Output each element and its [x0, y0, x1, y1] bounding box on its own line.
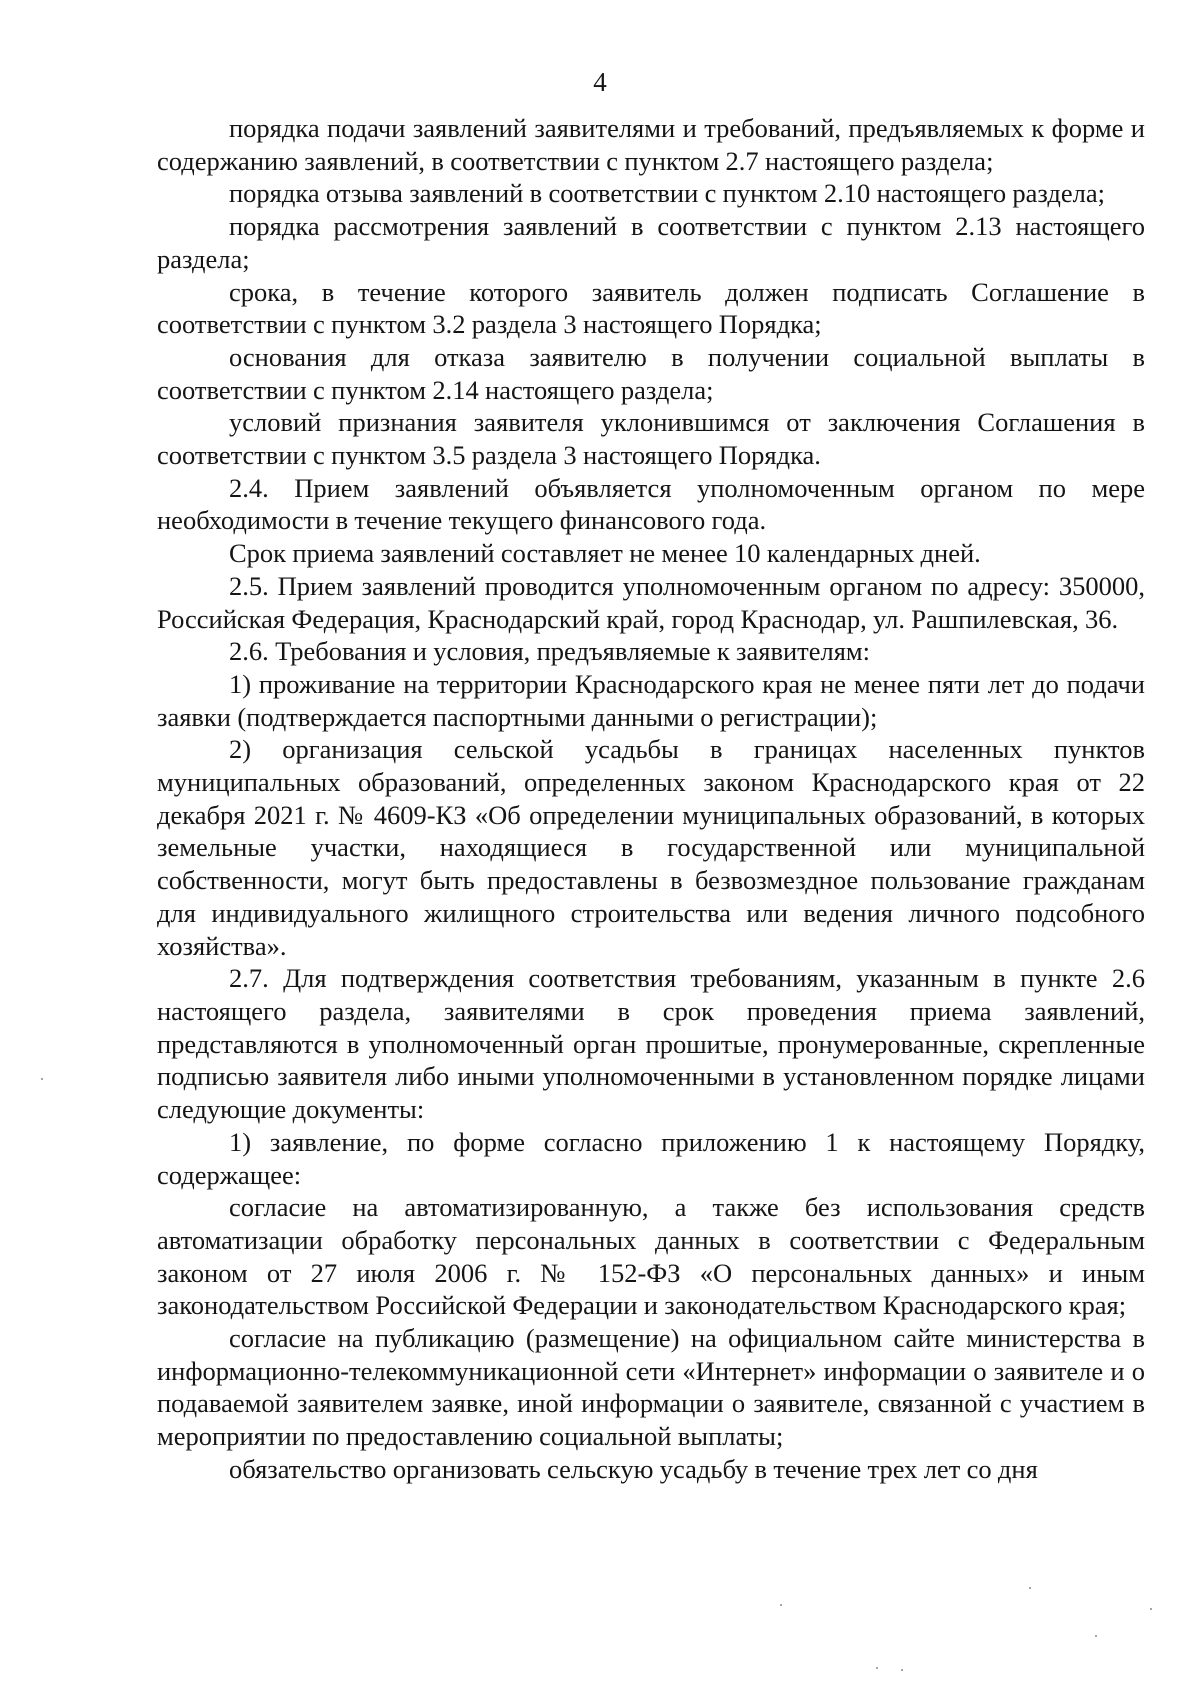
paragraph: 2.5. Прием заявлений проводится уполномоченным органом по адресу: 350000, Российская Федерация, Краснодарский край, город Краснодар, ул. Рашпилевская, 36. [157, 570, 1145, 634]
scan-speck [901, 1669, 903, 1671]
scan-speck [876, 1667, 878, 1669]
paragraph: условий признания заявителя уклонившимся от заключения Соглашения в соответствии с пунктом 3.5 раздела 3 настоящего Порядка. [157, 407, 1145, 471]
paragraph: согласие на публикацию (размещение) на официальном сайте министерства в информационно-телекоммуникационной сети «Интернет» информации о заявителе и о подаваемой заявителем заявке, иной информации о заявителе, связанной с участием в мероприятии по предоставлению социальной выплаты; [157, 1323, 1145, 1452]
document-body [157, 112, 1145, 1486]
scan-speck [780, 1604, 782, 1606]
paragraph: 1) заявление, по форме согласно приложению 1 к настоящему Порядку, содержащее: [157, 1126, 1145, 1190]
paragraph: основания для отказа заявителю в получении социальной выплаты в соответствии с пунктом 2.14 настоящего раздела; [157, 341, 1145, 405]
paragraph: Срок приема заявлений составляет не менее 10 календарных дней. [229, 538, 981, 569]
paragraph: обязательство организовать сельскую усадьбу в течение трех лет со дня [229, 1453, 1038, 1484]
paragraph: срока, в течение которого заявитель должен подписать Соглашение в соответствии с пунктом 3.2 раздела 3 настоящего Порядка; [157, 276, 1145, 340]
paragraph: 1) проживание на территории Краснодарского края не менее пяти лет до подачи заявки (подтверждается паспортными данными о регистрации); [157, 668, 1145, 732]
paragraph: 2.7. Для подтверждения соответствия требованиям, указанным в пункте 2.6 настоящего раздела, заявителями в срок проведения приема заявлений, представляются в уполномоченный орган прошитые, пронумерованные, скрепленные подписью заявителя либо иными уполномоченными в установленном порядке лицами следующие документы: [157, 963, 1145, 1125]
scan-speck [41, 1078, 43, 1080]
paragraph: 2.4. Прием заявлений объявляется уполномоченным органом по мере необходимости в течение текущего финансового года. [157, 472, 1145, 536]
paragraph: порядка отзыва заявлений в соответствии с пунктом 2.10 настоящего раздела; [229, 178, 1105, 209]
paragraph: 2) организация сельской усадьбы в границах населенных пунктов муниципальных образований, определенных законом Краснодарского края от 22 декабря 2021 г. № 4609-КЗ «Об определении муниципальных образований, в которых земельные участки, находящиеся в государственной или муниципальной собственности, могут быть предоставлены в безвозмездное пользование гражданам для индивидуального жилищного строительства или ведения личного подсобного хозяйства». [157, 734, 1145, 961]
page-number: 4 [593, 67, 607, 97]
paragraph: согласие на автоматизированную, а также без использования средств автоматизации обработку персональных данных в соответствии с Федеральным законом от 27 июля 2006 г. № 152-ФЗ «О персональных данных» и иным законодательством Российской Федерации и законодательством Краснодарского края; [157, 1192, 1145, 1321]
scan-speck [1029, 1587, 1031, 1589]
scan-speck [1095, 1635, 1097, 1637]
paragraph: 2.6. Требования и условия, предъявляемые к заявителям: [229, 636, 871, 667]
paragraph: порядка рассмотрения заявлений в соответствии с пунктом 2.13 настоящего раздела; [157, 211, 1145, 274]
paragraph: порядка подачи заявлений заявителями и требований, предъявляемых к форме и содержанию заявлений, в соответствии с пунктом 2.7 настоящего раздела; [157, 113, 1145, 176]
scan-speck [1150, 1608, 1152, 1610]
